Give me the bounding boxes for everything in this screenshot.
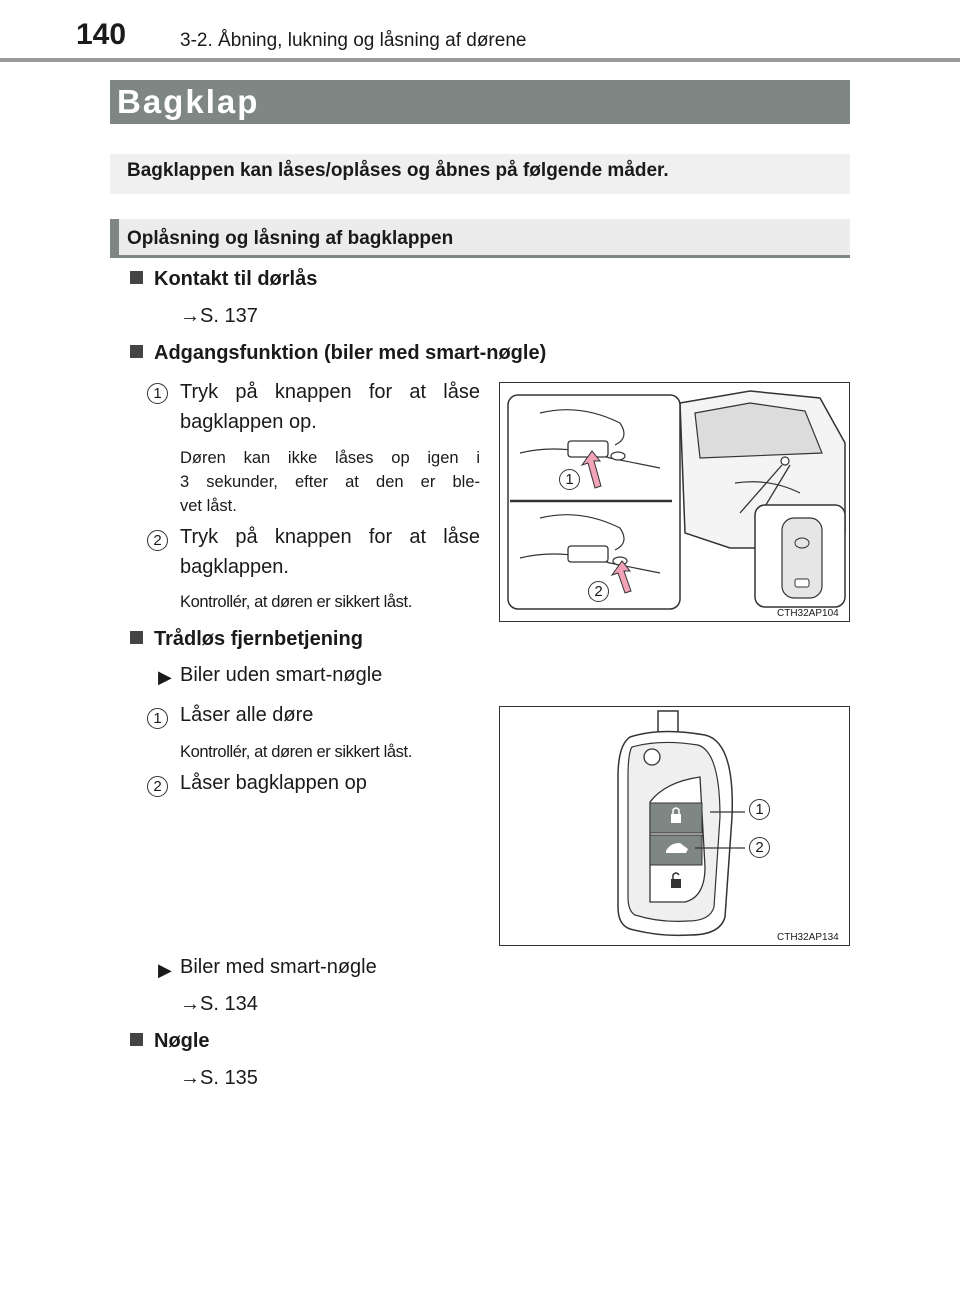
step-number-1: 1 xyxy=(147,708,168,729)
square-bullet-icon xyxy=(130,1033,143,1046)
chapter-title: 3-2. Åbning, lukning og låsning af dørene xyxy=(180,30,527,51)
remote-key-illustration xyxy=(500,707,848,944)
step1-text: Tryk på knappen for at låse xyxy=(180,381,480,403)
step-number-2: 2 xyxy=(147,776,168,797)
triangle-bullet-icon: ▶ xyxy=(158,667,172,687)
callout-2: 2 xyxy=(749,837,770,858)
callout-1: 1 xyxy=(749,799,770,820)
heading-remote: Trådløs fjernbetjening xyxy=(130,628,363,651)
page-number: 140 xyxy=(76,18,127,51)
step1-note-line2: 3 sekunder, efter at den er ble- xyxy=(180,473,480,491)
step2-note: Kontrollér, at døren er sikkert låst. xyxy=(180,593,412,611)
callout-1: 1 xyxy=(559,469,580,490)
ref-smart-key: →S. 134 xyxy=(180,993,258,1015)
step2-text: Tryk på knappen for at låse xyxy=(180,526,480,548)
arrow-icon: → xyxy=(180,1067,200,1089)
intro-text: Bagklappen kan låses/oplåses og åbnes på følgende måder. xyxy=(127,160,669,181)
section-title: Oplåsning og låsning af bagklappen xyxy=(127,228,454,249)
step2-text-cont: bagklappen. xyxy=(180,556,289,578)
callout-2: 2 xyxy=(588,581,609,602)
heading-access-function: Adgangsfunktion (biler med smart-nøgle) xyxy=(130,342,546,365)
figure-code: CTH32AP104 xyxy=(777,608,839,619)
figure-tailgate-button xyxy=(499,382,850,622)
step-number-2: 2 xyxy=(147,530,168,551)
remote-step2-text: Låser bagklappen op xyxy=(180,772,367,794)
section-rule xyxy=(110,255,850,258)
square-bullet-icon xyxy=(130,345,143,358)
step-number-1: 1 xyxy=(147,383,168,404)
arrow-icon: → xyxy=(180,305,200,327)
arrow-icon: → xyxy=(180,993,200,1015)
heading-key: Nøgle xyxy=(130,1030,210,1053)
square-bullet-icon xyxy=(130,631,143,644)
remote-step1-text: Låser alle døre xyxy=(180,704,314,726)
figure-code: CTH32AP134 xyxy=(777,932,839,943)
square-bullet-icon xyxy=(130,271,143,284)
ref-door-lock: →S. 137 xyxy=(180,305,258,327)
step1-note-line3: vet låst. xyxy=(180,497,237,515)
step1-text-cont: bagklappen op. xyxy=(180,411,317,433)
triangle-bullet-icon: ▶ xyxy=(158,960,172,980)
figure-remote-key xyxy=(499,706,850,946)
ref-key: →S. 135 xyxy=(180,1067,258,1089)
heading-door-lock: Kontakt til dørlås xyxy=(130,268,317,291)
header-divider xyxy=(0,58,960,62)
tailgate-illustration xyxy=(500,383,848,620)
step1-note-line1: Døren kan ikke låses op igen i xyxy=(180,449,480,467)
sub-heading-without-smart-key: Biler uden smart-nøgle xyxy=(180,664,383,686)
page-title: Bagklap xyxy=(117,83,260,120)
remote-step1-note: Kontrollér, at døren er sikkert låst. xyxy=(180,743,412,761)
sub-heading-with-smart-key: Biler med smart-nøgle xyxy=(180,956,377,978)
